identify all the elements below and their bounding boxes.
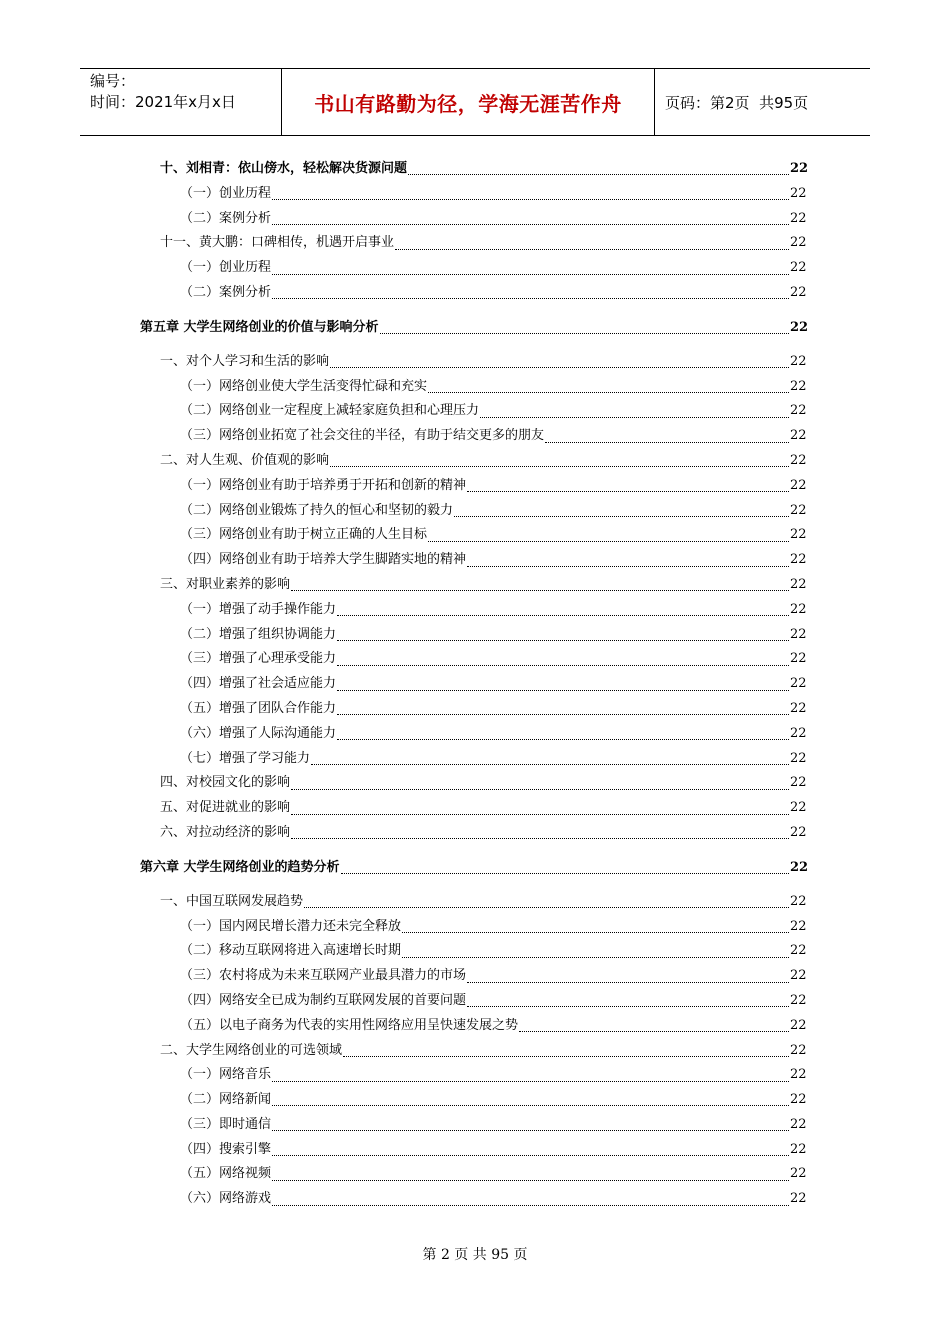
toc-entry-title: （四）增强了社会适应能力 <box>180 676 337 692</box>
toc-entry-page: 22 <box>790 1166 807 1182</box>
toc-entry-page: 22 <box>790 626 807 642</box>
toc-entry[interactable] <box>140 399 806 424</box>
toc-entry-title: （四）网络安全已成为制约互联网发展的首要问题 <box>180 992 467 1008</box>
toc-leader-dots <box>337 738 789 740</box>
toc-entry[interactable] <box>140 1014 806 1039</box>
toc-entry-page: 22 <box>790 527 807 543</box>
toc-entry[interactable] <box>140 1187 806 1212</box>
toc-entry-title: （三）增强了心理承受能力 <box>180 651 337 667</box>
toc-entry[interactable] <box>140 281 806 306</box>
toc-entry-title: （二）移动互联网将进入高速增长时期 <box>180 943 402 959</box>
toc-entry-title: （二）网络创业一定程度上减轻家庭负担和心理压力 <box>180 403 480 419</box>
toc-entry-title: （五）以电子商务为代表的实用性网络应用呈快速发展之势 <box>180 1017 519 1033</box>
toc-leader-dots <box>467 490 789 492</box>
toc-entry[interactable] <box>140 350 806 375</box>
toc-entry-page: 22 <box>790 676 807 692</box>
toc-leader-dots <box>272 1179 789 1181</box>
toc-entry-page: 22 <box>790 452 807 468</box>
toc-leader-dots <box>272 223 789 225</box>
toc-entry-title: （三）网络创业拓宽了社会交往的半径，有助于结交更多的朋友 <box>180 428 545 444</box>
toc-leader-dots <box>272 1154 789 1156</box>
toc-entry[interactable] <box>140 1063 806 1088</box>
toc-entry[interactable] <box>140 964 806 989</box>
toc-leader-dots <box>428 391 789 393</box>
page-footer <box>0 1244 950 1264</box>
toc-entry-title: （二）案例分析 <box>180 284 272 300</box>
toc-entry[interactable] <box>140 1088 806 1113</box>
toc-leader-dots <box>519 1030 789 1032</box>
toc-entry[interactable] <box>140 890 806 915</box>
toc-entry[interactable] <box>140 796 806 821</box>
toc-entry-title: （三）即时通信 <box>180 1116 272 1132</box>
toc-entry[interactable] <box>140 598 806 623</box>
toc-entry-title: （一）增强了动手操作能力 <box>180 601 337 617</box>
toc-entry-title: 第五章 大学生网络创业的价值与影响分析 <box>140 319 379 335</box>
toc-entry-title: （六）增强了人际沟通能力 <box>180 725 337 741</box>
toc-entry-page: 22 <box>790 353 807 369</box>
toc-entry-title: 六、对拉动经济的影响 <box>160 824 291 840</box>
toc-leader-dots <box>272 273 789 275</box>
header-motto-cell <box>282 69 655 135</box>
toc-entry-page: 22 <box>790 750 807 766</box>
toc-entry-title: （三）网络创业有助于树立正确的人生目标 <box>180 527 428 543</box>
toc-leader-dots <box>428 540 789 542</box>
toc-entry[interactable] <box>140 499 806 524</box>
toc-entry-title: 二、对人生观、价值观的影响 <box>160 452 330 468</box>
toc-entry-title: （三）农村将成为未来互联网产业最具潜力的市场 <box>180 968 467 984</box>
toc-entry[interactable] <box>140 623 806 648</box>
toc-leader-dots <box>291 837 789 839</box>
toc-leader-dots <box>291 813 789 815</box>
toc-entry-page: 22 <box>790 918 807 934</box>
toc-entry-page: 22 <box>790 185 807 201</box>
toc-leader-dots <box>467 981 789 983</box>
toc-entry[interactable] <box>140 375 806 400</box>
toc-leader-dots <box>330 465 789 467</box>
toc-entry-page: 22 <box>790 378 807 394</box>
header-motto: 书山有路勤为径，学海无涯苦作舟 <box>314 91 622 116</box>
toc-entry[interactable] <box>140 747 806 772</box>
toc-entry[interactable] <box>140 856 809 880</box>
toc-entry-title: （五）网络视频 <box>180 1166 272 1182</box>
toc-leader-dots <box>395 248 789 250</box>
toc-leader-dots <box>272 1080 789 1082</box>
toc-entry-title: （二）增强了组织协调能力 <box>180 626 337 642</box>
toc-entry-page: 22 <box>790 943 807 959</box>
toc-leader-dots <box>454 515 789 517</box>
toc-leader-dots <box>291 589 789 591</box>
toc-entry[interactable] <box>140 672 806 697</box>
toc-entry-title: （一）网络创业有助于培养勇于开拓和创新的精神 <box>180 477 467 493</box>
toc-entry-page: 22 <box>790 651 807 667</box>
toc-leader-dots <box>337 664 789 666</box>
toc-entry-title: 一、对个人学习和生活的影响 <box>160 353 330 369</box>
toc-entry-page: 22 <box>790 968 807 984</box>
toc-entry-page: 22 <box>790 1141 807 1157</box>
toc-entry[interactable] <box>140 771 806 796</box>
toc-entry-title: 十、刘相青：依山傍水，轻松解决货源问题 <box>160 161 408 176</box>
toc-entry[interactable] <box>140 157 809 182</box>
toc-entry-page: 22 <box>790 319 809 335</box>
toc-entry-page: 22 <box>790 1116 807 1132</box>
toc-entry[interactable] <box>140 207 806 232</box>
toc-leader-dots <box>341 872 789 874</box>
toc-entry-title: 三、对职业素养的影响 <box>160 576 291 592</box>
toc-entry-page: 22 <box>790 235 807 251</box>
table-of-contents <box>140 157 809 1212</box>
toc-leader-dots <box>337 689 789 691</box>
toc-entry[interactable] <box>140 915 806 940</box>
header-page-label: 页码：第2页 共95页 <box>665 93 809 112</box>
toc-entry[interactable] <box>140 647 806 672</box>
page-header <box>80 68 870 136</box>
toc-entry[interactable] <box>140 1162 806 1187</box>
toc-leader-dots <box>291 788 789 790</box>
document-number-label: 编号： <box>90 72 136 90</box>
toc-entry-title: （一）网络创业使大学生活变得忙碌和充实 <box>180 378 428 394</box>
toc-entry-title: （一）网络音乐 <box>180 1067 272 1083</box>
toc-entry[interactable] <box>140 722 806 747</box>
toc-entry[interactable] <box>140 1138 806 1163</box>
toc-leader-dots <box>337 713 789 715</box>
toc-entry-page: 22 <box>790 800 807 816</box>
toc-entry-page: 22 <box>790 601 807 617</box>
toc-leader-dots <box>272 1104 789 1106</box>
toc-entry-page: 22 <box>790 992 807 1008</box>
toc-entry-page: 22 <box>790 859 809 875</box>
toc-leader-dots <box>272 198 789 200</box>
toc-entry-page: 22 <box>790 576 807 592</box>
toc-entry-title: （七）增强了学习能力 <box>180 750 311 766</box>
toc-entry-page: 22 <box>790 824 807 840</box>
toc-entry-page: 22 <box>790 260 807 276</box>
toc-leader-dots <box>272 1204 789 1206</box>
toc-leader-dots <box>402 931 789 933</box>
toc-entry[interactable] <box>140 1113 806 1138</box>
toc-entry[interactable] <box>140 821 806 846</box>
toc-entry-title: （二）网络创业锻炼了持久的恒心和坚韧的毅力 <box>180 502 454 518</box>
toc-entry[interactable] <box>140 256 806 281</box>
toc-leader-dots <box>545 441 789 443</box>
toc-leader-dots <box>311 763 789 765</box>
toc-entry[interactable] <box>140 231 806 256</box>
toc-entry-title: （四）网络创业有助于培养大学生脚踏实地的精神 <box>180 552 467 568</box>
toc-entry[interactable] <box>140 316 809 340</box>
toc-leader-dots <box>272 1129 789 1131</box>
toc-leader-dots <box>408 173 789 175</box>
toc-entry-title: （四）搜索引擎 <box>180 1141 272 1157</box>
toc-entry-page: 22 <box>790 428 807 444</box>
toc-entry-page: 22 <box>790 1042 807 1058</box>
toc-entry-title: 二、大学生网络创业的可选领域 <box>160 1042 343 1058</box>
toc-entry-page: 22 <box>790 403 807 419</box>
toc-entry-page: 22 <box>790 893 807 909</box>
toc-entry-page: 22 <box>790 725 807 741</box>
toc-entry-title: 第六章 大学生网络创业的趋势分析 <box>140 859 340 875</box>
toc-entry-title: （一）创业历程 <box>180 185 272 201</box>
toc-leader-dots <box>467 1005 789 1007</box>
toc-entry-page: 22 <box>790 700 807 716</box>
toc-entry-page: 22 <box>790 502 807 518</box>
toc-leader-dots <box>272 297 789 299</box>
toc-leader-dots <box>337 639 789 641</box>
footer-page-number: 第 2 页 共 95 页 <box>422 1247 528 1263</box>
toc-entry-title: （一）国内网民增长潜力还未完全释放 <box>180 918 402 934</box>
toc-entry-title: 四、对校园文化的影响 <box>160 775 291 791</box>
toc-leader-dots <box>467 565 789 567</box>
toc-entry[interactable] <box>140 548 806 573</box>
toc-leader-dots <box>337 614 789 616</box>
toc-entry-page: 22 <box>790 210 807 226</box>
toc-entry[interactable] <box>140 989 806 1014</box>
toc-leader-dots <box>330 366 789 368</box>
toc-entry[interactable] <box>140 474 806 499</box>
toc-entry[interactable] <box>140 573 806 598</box>
toc-entry-page: 22 <box>790 1067 807 1083</box>
toc-entry[interactable] <box>140 424 806 449</box>
header-meta <box>80 69 282 135</box>
toc-entry-title: （二）网络新闻 <box>180 1092 272 1108</box>
document-date-label: 时间：2021年x月x日 <box>90 93 236 111</box>
toc-leader-dots <box>343 1055 789 1057</box>
toc-entry-page: 22 <box>790 1017 807 1033</box>
toc-entry-page: 22 <box>790 1092 807 1108</box>
toc-entry-page: 22 <box>790 161 809 176</box>
toc-entry-page: 22 <box>790 775 807 791</box>
toc-entry-title: 五、对促进就业的影响 <box>160 800 291 816</box>
toc-leader-dots <box>402 956 789 958</box>
toc-entry[interactable] <box>140 1039 806 1064</box>
toc-entry-title: 一、中国互联网发展趋势 <box>160 893 304 909</box>
toc-entry[interactable] <box>140 697 806 722</box>
toc-leader-dots <box>380 332 789 334</box>
toc-entry[interactable] <box>140 182 806 207</box>
toc-entry-title: 十一、黄大鹏：口碑相传，机遇开启事业 <box>160 235 395 251</box>
toc-entry[interactable] <box>140 939 806 964</box>
toc-entry-page: 22 <box>790 1191 807 1207</box>
toc-leader-dots <box>304 906 789 908</box>
toc-entry-page: 22 <box>790 552 807 568</box>
toc-entry-title: （五）增强了团队合作能力 <box>180 700 337 716</box>
toc-entry-title: （二）案例分析 <box>180 210 272 226</box>
toc-entry-title: （六）网络游戏 <box>180 1191 272 1207</box>
header-page-cell <box>655 69 870 135</box>
toc-entry[interactable] <box>140 449 806 474</box>
toc-entry[interactable] <box>140 523 806 548</box>
toc-entry-page: 22 <box>790 284 807 300</box>
toc-entry-page: 22 <box>790 477 807 493</box>
toc-leader-dots <box>480 416 789 418</box>
toc-entry-title: （一）创业历程 <box>180 260 272 276</box>
